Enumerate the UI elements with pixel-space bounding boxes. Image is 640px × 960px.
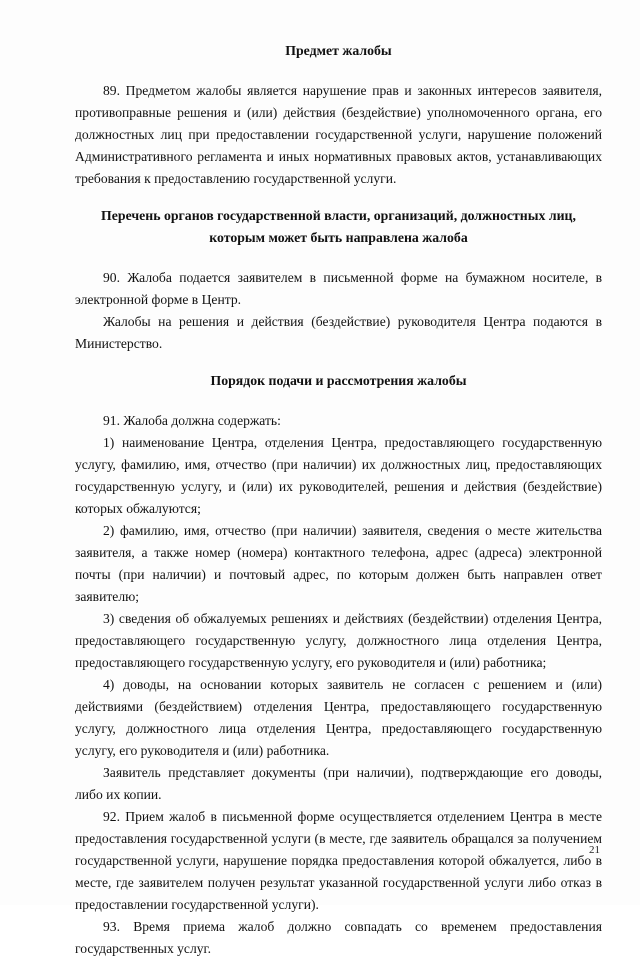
paragraph-91: 91. Жалоба должна содержать: [103,413,281,428]
paragraph-91-item-4: 4) доводы, на основании которых заявитель не согласен с решением и (или) действиями (бездействием) отделения Центра, предоставляющего государственную услугу, должностного лица отделения Центра, предоставляющего государственную услугу, его руководителя и (или) работника. [75,677,602,758]
paragraph-90-head-complaints: Жалобы на решения и действия (бездействие) руководителя Центра подаются в Министерство. [75,314,602,351]
section-heading-procedure: Порядок подачи и рассмотрения жалобы [210,373,467,388]
document-body [75,40,602,960]
paragraph-91-item-3: 3) сведения об обжалуемых решениях и действиях (бездействии) отделения Центра, предоставляющего государственную услугу, должностного лица отделения Центра, предоставляющего государственную услугу, его руководителя и (или) работника; [75,611,602,670]
paragraph-91-documents: Заявитель представляет документы (при наличии), подтверждающие его доводы, либо их копии. [75,765,602,802]
paragraph-91-item-2: 2) фамилию, имя, отчество (при наличии) заявителя, сведения о месте жительства заявителя, а также номер (номера) контактного телефона, адрес (адреса) электронной почты (при наличии) и почтовый адрес, по которым должен быть направлен ответ заявителю; [75,523,602,604]
paragraph-91-item-1: 1) наименование Центра, отделения Центра, предоставляющего государственную услугу, фамилию, имя, отчество (при наличии) их должностных лиц, предоставляющих государственную услугу, и (или) их руководителей, решения и действия (бездействие) которых обжалуются; [75,435,602,516]
section-heading-subject: Предмет жалобы [285,43,392,58]
paragraph-90: 90. Жалоба подается заявителем в письменной форме на бумажном носителе, в электронной форме в Центр. [75,270,602,307]
section-heading-authorities: Перечень органов государственной власти, организаций, должностных лиц, которым может быть направлена жалоба [101,208,576,245]
paragraph-93: 93. Время приема жалоб должно совпадать со временем предоставления государственных услуг. [75,919,602,956]
paragraph-89: 89. Предметом жалобы является нарушение прав и законных интересов заявителя, противоправные решения и (или) действия (бездействие) уполномоченного органа, его должностных лиц при предоставлении государственной услуги, нарушение положений Административного регламента и иных нормативных правовых актов, устанавливающих требования к предоставлению государственной услуги. [75,83,602,186]
page-number: 21 [589,844,600,856]
paragraph-92: 92. Прием жалоб в письменной форме осуществляется отделением Центра в месте предоставления государственной услуги (в месте, где заявитель обращался за получением государственной услуги, нарушение порядка предоставления которой обжалуется, либо в месте, где заявителем получен результат указанной государственной услуги либо отказ в предоставлении государственной услуги). [75,809,602,912]
